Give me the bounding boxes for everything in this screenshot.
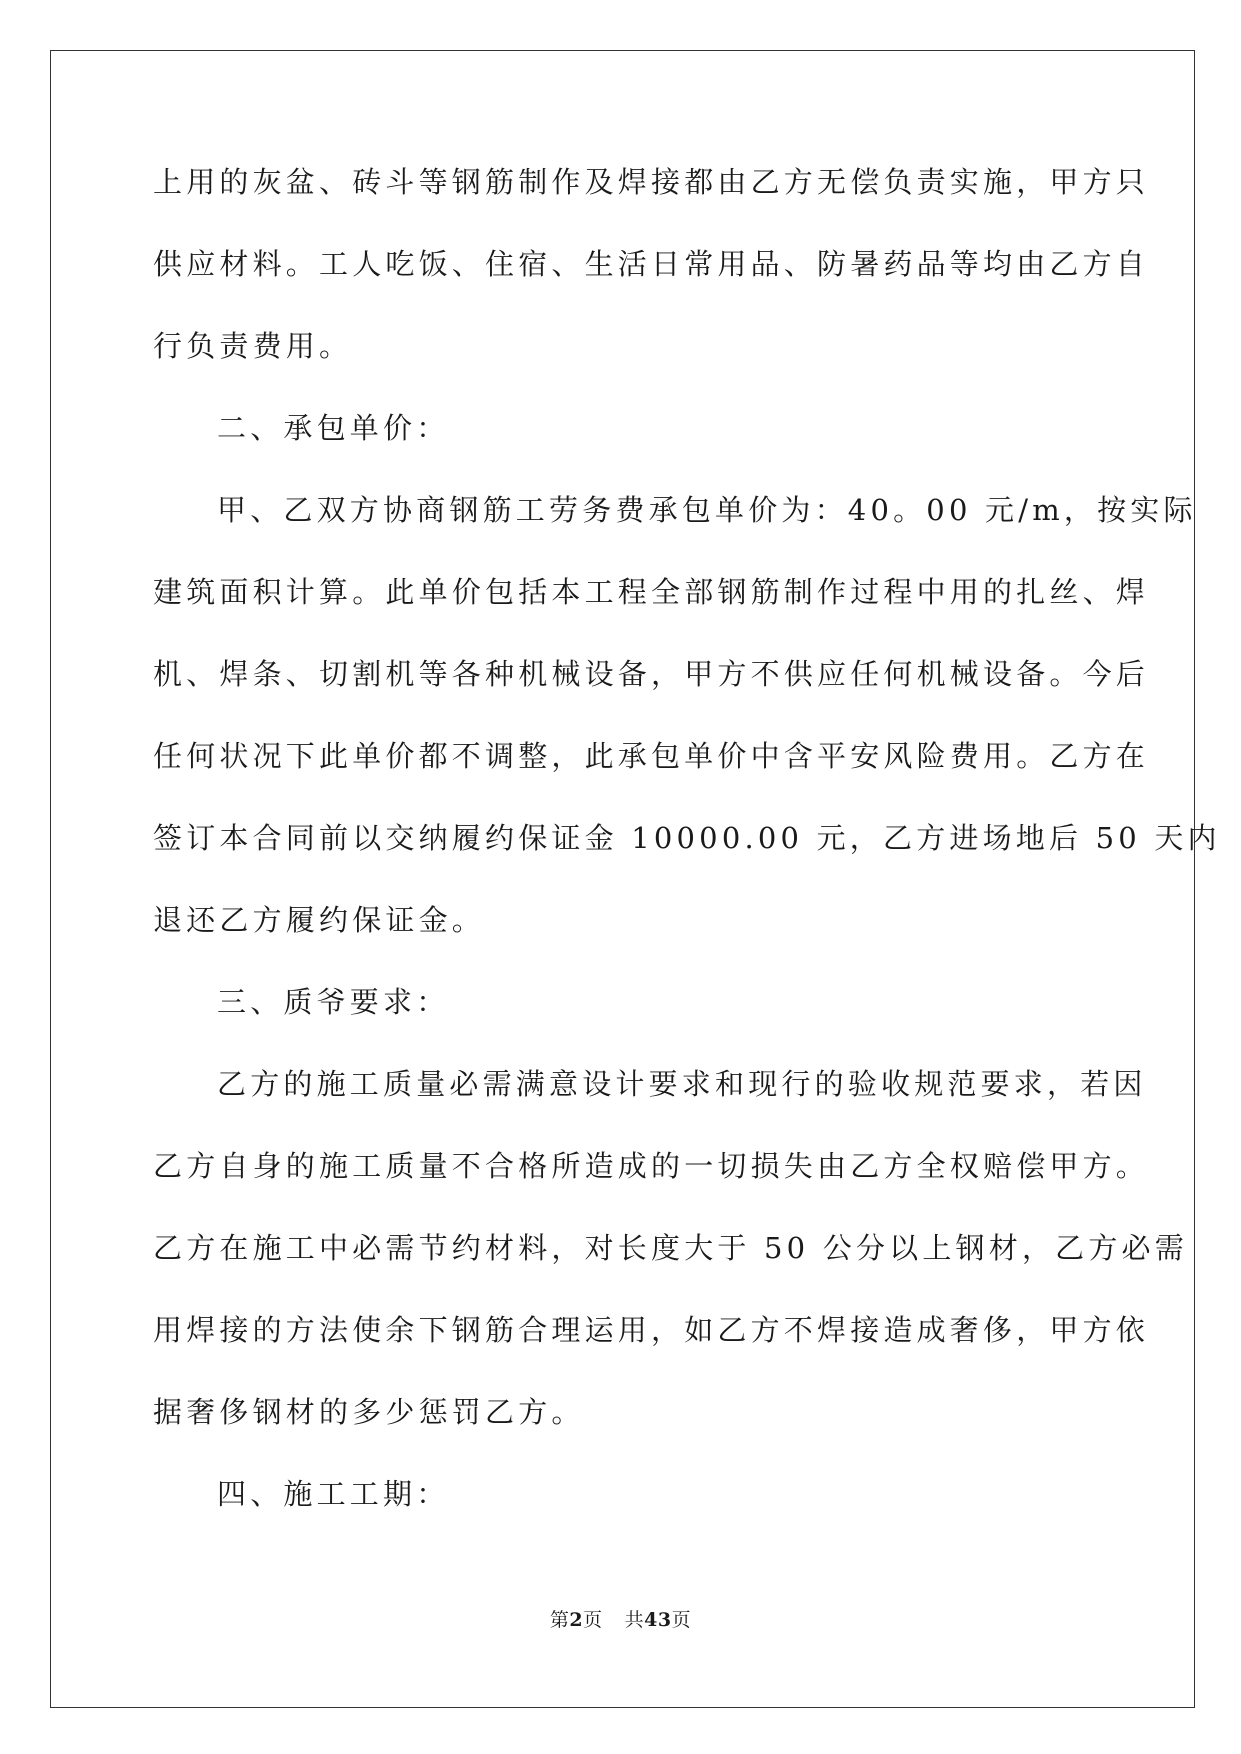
total-pages: 43 (644, 1609, 672, 1631)
total-suffix: 页 (671, 1609, 692, 1631)
page-suffix: 页 (583, 1609, 603, 1631)
paragraph-line: 签订本合同前以交纳履约保证金 10000.00 元，乙方进场地后 50 天内 (153, 821, 1221, 855)
section-heading: 二、承包单价： (217, 411, 450, 445)
page-prefix: 第 (549, 1609, 570, 1631)
paragraph-line: 机、焊条、切割机等各种机械设备，甲方不供应任何机械设备。今后 (153, 657, 1150, 691)
paragraph-line: 建筑面积计算。此单价包括本工程全部钢筋制作过程中用的扎丝、焊 (153, 575, 1150, 609)
page-number: 2 (569, 1609, 584, 1631)
paragraph-line: 乙方自身的施工质量不合格所造成的一切损失由乙方全权赔偿甲方。 (153, 1149, 1150, 1183)
paragraph-line: 据奢侈钢材的多少惩罚乙方。 (153, 1395, 585, 1429)
page-footer (0, 1605, 1241, 1632)
paragraph-line: 用焊接的方法使余下钢筋合理运用，如乙方不焊接造成奢侈，甲方依 (153, 1313, 1150, 1347)
paragraph-line: 上用的灰盆、砖斗等钢筋制作及焊接都由乙方无偿负责实施，甲方只 (153, 165, 1150, 199)
section-heading: 三、质爷要求： (217, 985, 450, 1019)
paragraph-line: 乙方在施工中必需节约材料，对长度大于 50 公分以上钢材，乙方必需 (153, 1231, 1188, 1265)
paragraph-line: 甲、乙双方协商钢筋工劳务费承包单价为：40。00 元/m，按实际 (217, 493, 1197, 527)
paragraph-line: 乙方的施工质量必需满意设计要求和现行的验收规范要求，若因 (217, 1067, 1147, 1101)
paragraph-line: 行负责费用。 (153, 329, 353, 363)
paragraph-line: 退还乙方履约保证金。 (153, 903, 486, 937)
total-prefix: 共 (624, 1609, 645, 1631)
section-heading: 四、施工工期： (217, 1477, 450, 1511)
document-body (153, 161, 1221, 1555)
paragraph-line: 任何状况下此单价都不调整，此承包单价中含平安风险费用。乙方在 (153, 739, 1150, 773)
paragraph-line: 供应材料。工人吃饭、住宿、生活日常用品、防暑药品等均由乙方自 (153, 247, 1150, 281)
